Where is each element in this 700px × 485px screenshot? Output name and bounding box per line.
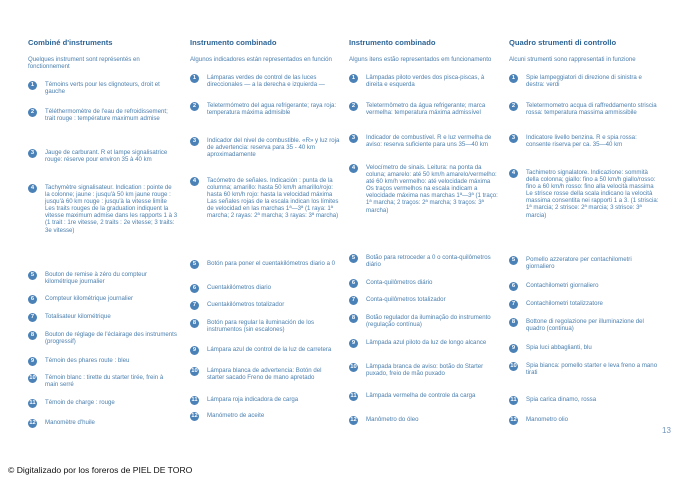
- item-number: 12: [29, 420, 36, 426]
- item-text: Pomello azzeratore per contachilometri giornaliero: [526, 256, 632, 271]
- item-text: Spie lampeggiatori di direzione di sinistra e destra: verdi: [526, 74, 642, 89]
- list-item: [349, 392, 499, 401]
- item-text: Cuentakilómetros totalizador: [207, 301, 285, 308]
- list-item: [28, 108, 178, 122]
- item-text: Manomètre d'huile: [45, 419, 95, 426]
- item-text: Lâmpada azul piloto da luz de longo alcance: [366, 339, 487, 346]
- item-text: Témoin blanc : tirette du starter tirée, frein à main serré: [45, 374, 164, 389]
- item-text: Manômetro do óleo: [366, 416, 419, 423]
- item-number: 10: [350, 364, 357, 370]
- item-text: Jauge de carburant. R et lampe signalisatrice rouge: réserve pour environ 35 à 40 km: [45, 149, 168, 164]
- list-item: [190, 102, 340, 116]
- item-number: 10: [510, 363, 517, 369]
- item-number: 4: [509, 169, 518, 178]
- item-text: Bouton de remise à zéro du compteur kilométrique journalier: [45, 271, 147, 286]
- item-number: 5: [28, 271, 37, 280]
- item-text: Cuentakilómetros diario: [207, 284, 272, 291]
- item-number: 4: [28, 184, 37, 193]
- column-subtitle: Alcuni strumenti sono rappresentati in funzione: [509, 56, 636, 63]
- item-text: Tachymètre signalisateur. Indication : pointe de la colonne; jaune : jusqu'à 50 km jaune rouge : jusqu'à 60 km rouge : jusqu'à la vitesse limite Les traits rouges de la graduation indiquent la vitesse maximum admise dans les rapports 1 à 3 (1 trait : 1re vitesse, 2 traits : 2e vitesse; 3 traits: 3e vitesse): [45, 184, 178, 234]
- list-item: [509, 74, 659, 88]
- item-number: 6: [509, 282, 518, 291]
- item-text: Lâmpada branca de aviso: botão do Starter puxado, freio de mão puxado: [366, 363, 484, 378]
- item-number: 4: [190, 177, 199, 186]
- item-number: 2: [190, 102, 199, 111]
- item-text: Spia bianca: pomello starter e leva freno a mano tirati: [526, 362, 658, 377]
- list-item: [349, 363, 499, 377]
- item-number: 2: [28, 108, 37, 117]
- list-item: [28, 419, 178, 428]
- item-text: Spia carica dinamo, rossa: [526, 396, 597, 403]
- item-number: 9: [28, 357, 37, 366]
- item-number: 8: [349, 314, 358, 323]
- item-text: Teletermometro acqua di raffreddamento striscia rossa: temperatura massima ammissibile: [526, 102, 657, 117]
- item-number: 6: [190, 284, 199, 293]
- column-title: Quadro strumenti di controllo: [509, 38, 617, 47]
- list-item: [509, 396, 659, 405]
- list-item: [349, 416, 499, 425]
- list-item: [509, 282, 659, 291]
- item-text: Velocímetro de sinais. Leitura: na ponta da coluna; amarelo: até 50 km/h amarelo/vermelho: até 60 km/h vermelho: até velocidade máxima Os traços vermelhos na escala indicam a velocidade máxima nas marchas 1ª—3ª (1 traço: 1ª marcha; 2 traços: 2ª marcha; 3 traços: 3ª marcha): [366, 164, 498, 214]
- item-number: 9: [190, 346, 199, 355]
- list-item: [349, 102, 499, 116]
- list-item: [349, 164, 499, 214]
- item-text: Indicador del nivel de combustible. «R» y luz roja de advertencia: reserva para 35 - 40 km aproximadamente: [207, 137, 340, 159]
- list-item: [509, 256, 659, 270]
- item-number: 11: [191, 397, 198, 403]
- list-item: [28, 374, 178, 388]
- list-item: [349, 314, 499, 328]
- column-spanish: [190, 38, 340, 419]
- list-item: [509, 362, 659, 376]
- item-text: Tacómetro de señales. Indicación : punta de la columna; amarillo: hasta 50 km/h amarillo/rojo: hasta 60 km/h rojo: hasta la velocidad máxima Las señales rojas de la escala indican los límites de velocidad en las marchas 1ª—3ª (1 raya: 1ª marcha; 2 rayas: 2ª marcha; 3 rayas: 3ª marcha): [207, 177, 339, 220]
- column-subtitle: Alguns itens estão representados em funcionamento: [349, 56, 492, 63]
- item-text: Lámpara roja indicadora de carga: [207, 396, 299, 403]
- item-number: 11: [510, 397, 517, 403]
- item-number: 7: [509, 300, 518, 309]
- column-title: Instrumento combinado: [190, 38, 277, 47]
- item-text: Bouton de réglage de l'éclairage des instruments (progressif): [45, 331, 177, 346]
- item-text: Botón para poner el cuentakilómetros diario a 0: [207, 260, 336, 267]
- item-text: Spia luci abbaglianti, blu: [526, 344, 592, 351]
- item-number: 1: [190, 74, 199, 83]
- item-number: 10: [191, 368, 198, 374]
- list-item: [509, 134, 659, 148]
- item-text: Lámpara blanca de advertencia: Botón del starter sacado Freno de mano apretado: [207, 367, 322, 382]
- list-item: [509, 344, 659, 353]
- item-text: Botão para retroceder a 0 o conta-quilômetros diário: [366, 254, 491, 269]
- item-text: Manometro olio: [526, 416, 568, 423]
- list-item: [349, 296, 499, 305]
- list-item: [190, 284, 340, 293]
- list-item: [190, 260, 340, 269]
- item-text: Lâmpadas piloto verdes dos pisca-piscas, à direita e esquerda: [366, 74, 485, 89]
- item-number: 2: [349, 102, 358, 111]
- item-number: 1: [28, 81, 37, 90]
- list-item: [190, 412, 340, 421]
- column-italian: [509, 38, 659, 423]
- item-text: Lámparas verdes de control de las luces direccionales — a la derecha e izquierda —: [207, 74, 325, 89]
- item-number: 9: [349, 339, 358, 348]
- list-item: [509, 416, 659, 425]
- item-number: 3: [28, 149, 37, 158]
- item-text: Teletermómetro del agua refrigerante; raya roja: temperatura máxima admisible: [207, 102, 337, 117]
- item-number: 8: [190, 319, 199, 328]
- page-number: 13: [662, 426, 671, 435]
- item-text: Compteur kilométrique journalier: [45, 295, 134, 302]
- item-number: 4: [349, 164, 358, 173]
- item-number: 5: [509, 256, 518, 265]
- list-item: [190, 74, 340, 88]
- list-item: [28, 357, 178, 366]
- list-item: [28, 295, 178, 304]
- list-item: [509, 102, 659, 116]
- item-number: 12: [191, 413, 198, 419]
- list-item: [509, 318, 659, 332]
- item-text: Indicatore livello benzina. R e spia rossa: consente riserva per ca. 35—40 km: [526, 134, 637, 149]
- item-text: Lâmpada vermelha de controle da carga: [366, 392, 476, 399]
- item-number: 8: [28, 331, 37, 340]
- item-text: Totalisateur kilométrique: [45, 313, 111, 320]
- item-text: Témoin de charge : rouge: [45, 399, 115, 406]
- list-item: [509, 169, 659, 219]
- item-number: 3: [349, 134, 358, 143]
- list-item: [28, 313, 178, 322]
- item-text: Botón para regular la iluminación de los instrumentos (sin escalones): [207, 319, 315, 334]
- item-text: Contachilometri totalizzatore: [526, 300, 603, 307]
- item-text: Teletermômetro da água refrigerante; marca vermelha: temperatura máxima admissível: [366, 102, 486, 117]
- item-number: 5: [190, 260, 199, 269]
- list-item: [509, 300, 659, 309]
- item-number: 6: [349, 279, 358, 288]
- list-item: [190, 367, 340, 381]
- column-title: Instrumento combinado: [349, 38, 436, 47]
- item-text: Bottone di regolazione per illuminazione del quadro (continua): [526, 318, 644, 333]
- column-portuguese: [349, 38, 499, 423]
- item-text: Téléthermomètre de l'eau de refroidissement; trait rouge : température maximum admise: [45, 108, 168, 123]
- footer-credit: © Digitalizado por los foreros de PIEL DE TORO: [8, 465, 193, 475]
- list-item: [28, 399, 178, 408]
- item-number: 2: [509, 102, 518, 111]
- item-number: 12: [510, 417, 517, 423]
- item-number: 3: [509, 134, 518, 143]
- list-item: [190, 137, 340, 158]
- item-text: Lámpara azul de control de la luz de carretera: [207, 346, 332, 353]
- list-item: [349, 254, 499, 268]
- list-item: [190, 177, 340, 220]
- item-number: 5: [349, 254, 358, 263]
- item-number: 7: [28, 313, 37, 322]
- list-item: [190, 346, 340, 355]
- item-text: Tachimetro signalatore. Indicazione: sommità della colonna; giallo: fino a 50 km/h giallo/rosso: fino a 60 km/h rosso: fino alla velocità massima Le strisce rosse della scala indicano la velocità massima consentita nei rapporti 1 a 3. (1 striscia: 1ª marcia; 2 strisce: 2ª marcia; 3 strisce: 3ª marcia): [526, 169, 659, 219]
- list-item: [28, 271, 178, 285]
- list-item: [28, 81, 178, 95]
- list-item: [190, 301, 340, 310]
- item-number: 11: [350, 393, 357, 399]
- list-item: [349, 279, 499, 288]
- item-number: 7: [190, 301, 199, 310]
- list-item: [349, 74, 499, 88]
- item-number: 9: [509, 344, 518, 353]
- item-number: 3: [190, 137, 199, 146]
- list-item: [349, 339, 499, 348]
- list-item: [28, 149, 178, 163]
- item-number: 1: [509, 74, 518, 83]
- item-number: 6: [28, 295, 37, 304]
- item-number: 7: [349, 296, 358, 305]
- column-title: Combiné d'instruments: [28, 38, 113, 47]
- list-item: [28, 184, 178, 234]
- item-text: Témoin des phares route : bleu: [45, 357, 130, 364]
- item-text: Contachilometri giornaliero: [526, 282, 599, 289]
- item-text: Conta-quilômetros diário: [366, 279, 433, 286]
- list-item: [190, 319, 340, 333]
- item-text: Témoins verts pour les clignoteurs, droit et gauche: [45, 81, 160, 96]
- item-number: 11: [29, 400, 36, 406]
- list-item: [28, 331, 178, 345]
- list-item: [190, 396, 340, 405]
- column-subtitle: Quelques instrument sont représentés en fonctionnement: [28, 56, 140, 70]
- item-text: Conta-quilômetros totalizador: [366, 296, 446, 303]
- list-item: [349, 134, 499, 148]
- column-subtitle: Algunos indicadores están representados en función: [190, 56, 332, 63]
- column-french: [28, 38, 178, 426]
- item-text: Manómetro de aceite: [207, 412, 265, 419]
- item-number: 1: [349, 74, 358, 83]
- item-text: Indicador de combustível. R e luz vermelha de aviso: reserva suficiente para uns 35—40 km: [366, 134, 492, 149]
- item-number: 12: [350, 417, 357, 423]
- item-text: Botão regulador da iluminação do instrumento (regulação contínua): [366, 314, 491, 329]
- item-number: 8: [509, 318, 518, 327]
- item-number: 10: [29, 375, 36, 381]
